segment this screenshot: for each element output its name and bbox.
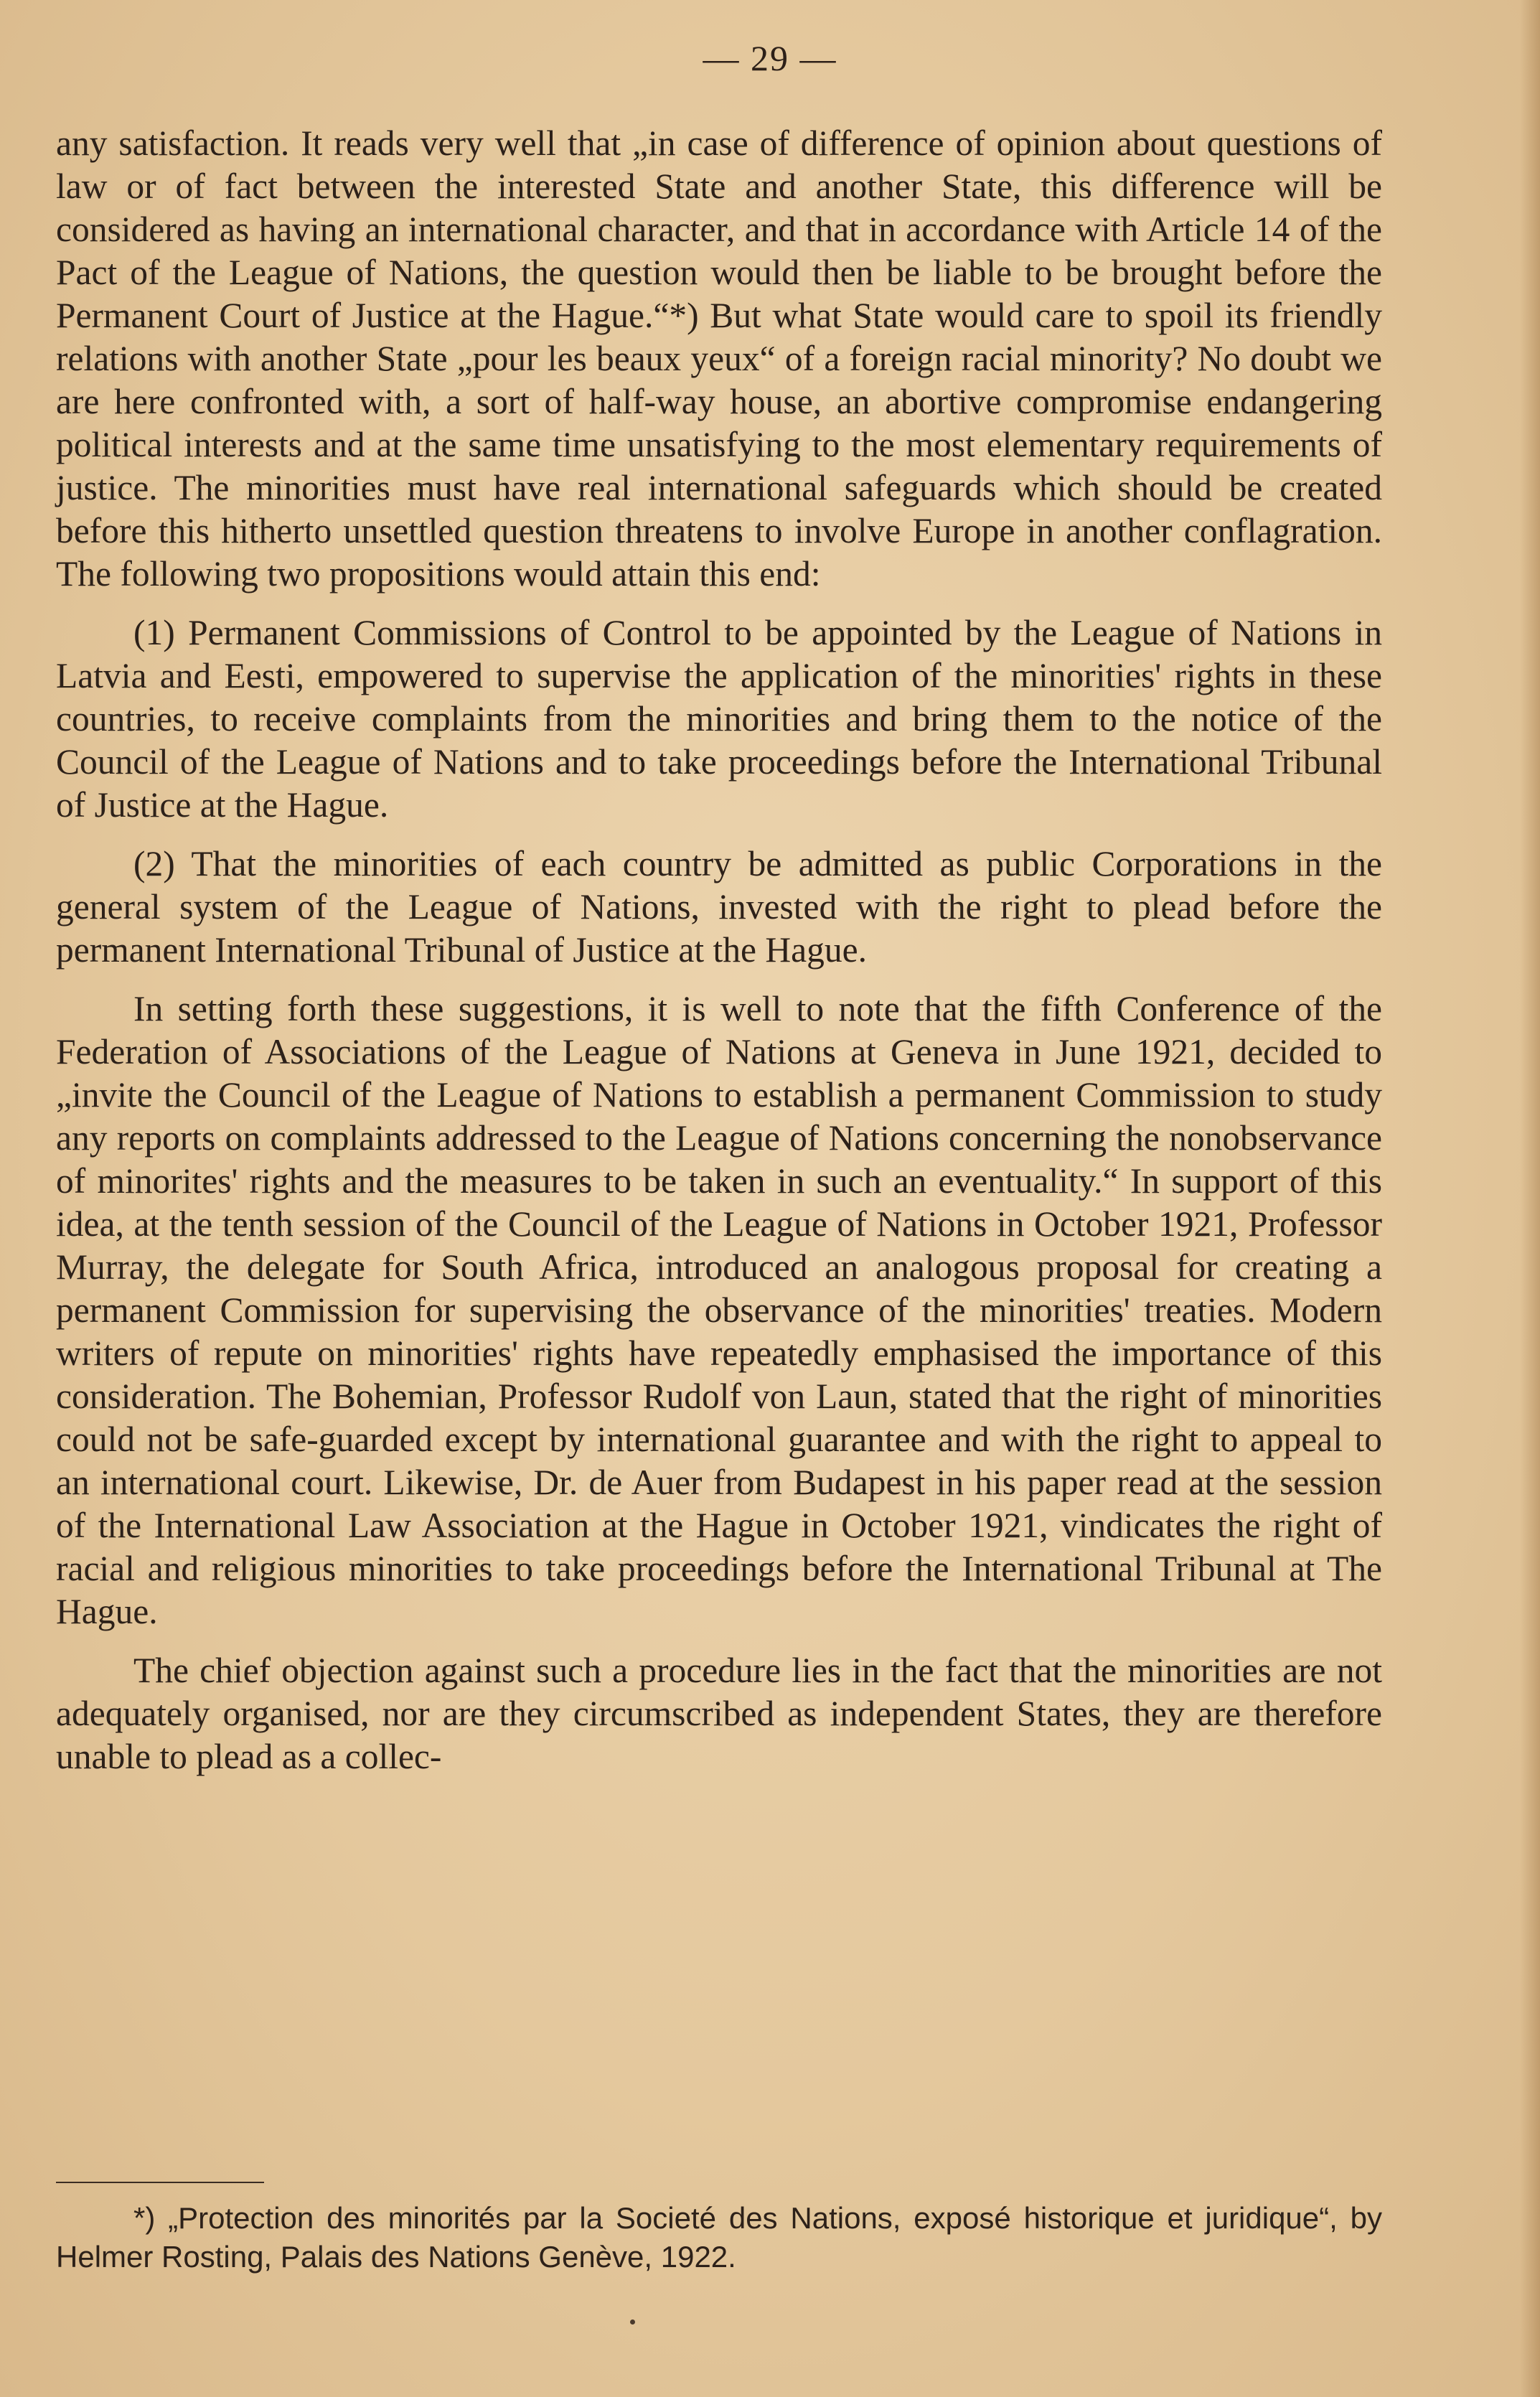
body-text [56, 122, 1382, 1794]
page-edge-shadow [1520, 0, 1540, 2397]
paragraph-4: In setting forth these suggestions, it is well to note that the fifth Conference of the Federation of Associations of the League of Nations at Geneva in June 1921, decided to „invite the Council of the League of Nations to establish a permanent Commission to study any reports on complaints addressed to the League of Nations concerning the nonobservance of minorites' rights and the measures to be taken in such an eventuality.“ In support of this idea, at the tenth session of the Council of the League of Nations in October 1921, Professor Murray, the delegate for South Africa, introduced an analogous proposal for creating a permanent Commission for supervising the observance of the minorities' treaties. Modern writers of repute on minorities' rights have repeatedly emphasised the importance of this consideration. The Bohemian, Professor Rudolf von Laun, stated that the right of minorities could not be safe-guarded except by international guarantee and with the right to appeal to an international court. Likewise, Dr. de Auer from Budapest in his paper read at the session of the International Law Association at the Hague in October 1921, vindicates the right of racial and religious minorities to take proceedings before the International Tribunal at The Hague. [56, 989, 1382, 1631]
paragraph-3: (2) That the minorities of each country be admitted as public Corporations in the general system of the League of Nations, invested with the right to plead before the permanent International Tribunal of Justice at the Hague. [56, 844, 1382, 970]
paragraph-5: The chief objection against such a procedure lies in the fact that the minorities are not adequately organised, nor are they circumscribed as independent States, they are therefore unable to plead as a collec- [56, 1651, 1382, 1776]
paragraph-2: (1) Permanent Commissions of Control to be appointed by the League of Nations in Latvia and Eesti, empowered to supervise the application of the minorities' rights in these countries, to receive complaints from the minorities and bring them to the notice of the Council of the League of Nations and to take proceedings before the International Tribunal of Justice at the Hague. [56, 613, 1382, 825]
paragraph-1: any satisfaction. It reads very well that „in case of difference of opinion about questions of law or of fact between the interested State and another State, this difference will be considered as having an international character, and that in accordance with Article 14 of the Pact of the League of Nations, the question would then be liable to be brought before the Permanent Court of Justice at the Hague.“*) But what State would care to spoil its friendly relations with another State „pour les beaux yeux“ of a foreign racial minority? No doubt we are here confronted with, a sort of half-way house, an abortive compromise endangering political interests and at the same time unsatisfying to the most elementary requirements of justice. The minorities must have real international safeguards which should be created before this hitherto unsettled question threatens to involve Europe in another conflagration. The following two propositions would attain this end: [56, 123, 1382, 594]
footnote-divider [56, 2182, 264, 2183]
paper-speck [630, 2319, 635, 2325]
footnote: *) „Protection des minorités par la Societé des Nations, exposé historique et juridique“, by Helmer Rosting, Palais des Nations Genève, 1922. [56, 2201, 1382, 2274]
page-number: — 29 — [703, 38, 837, 78]
